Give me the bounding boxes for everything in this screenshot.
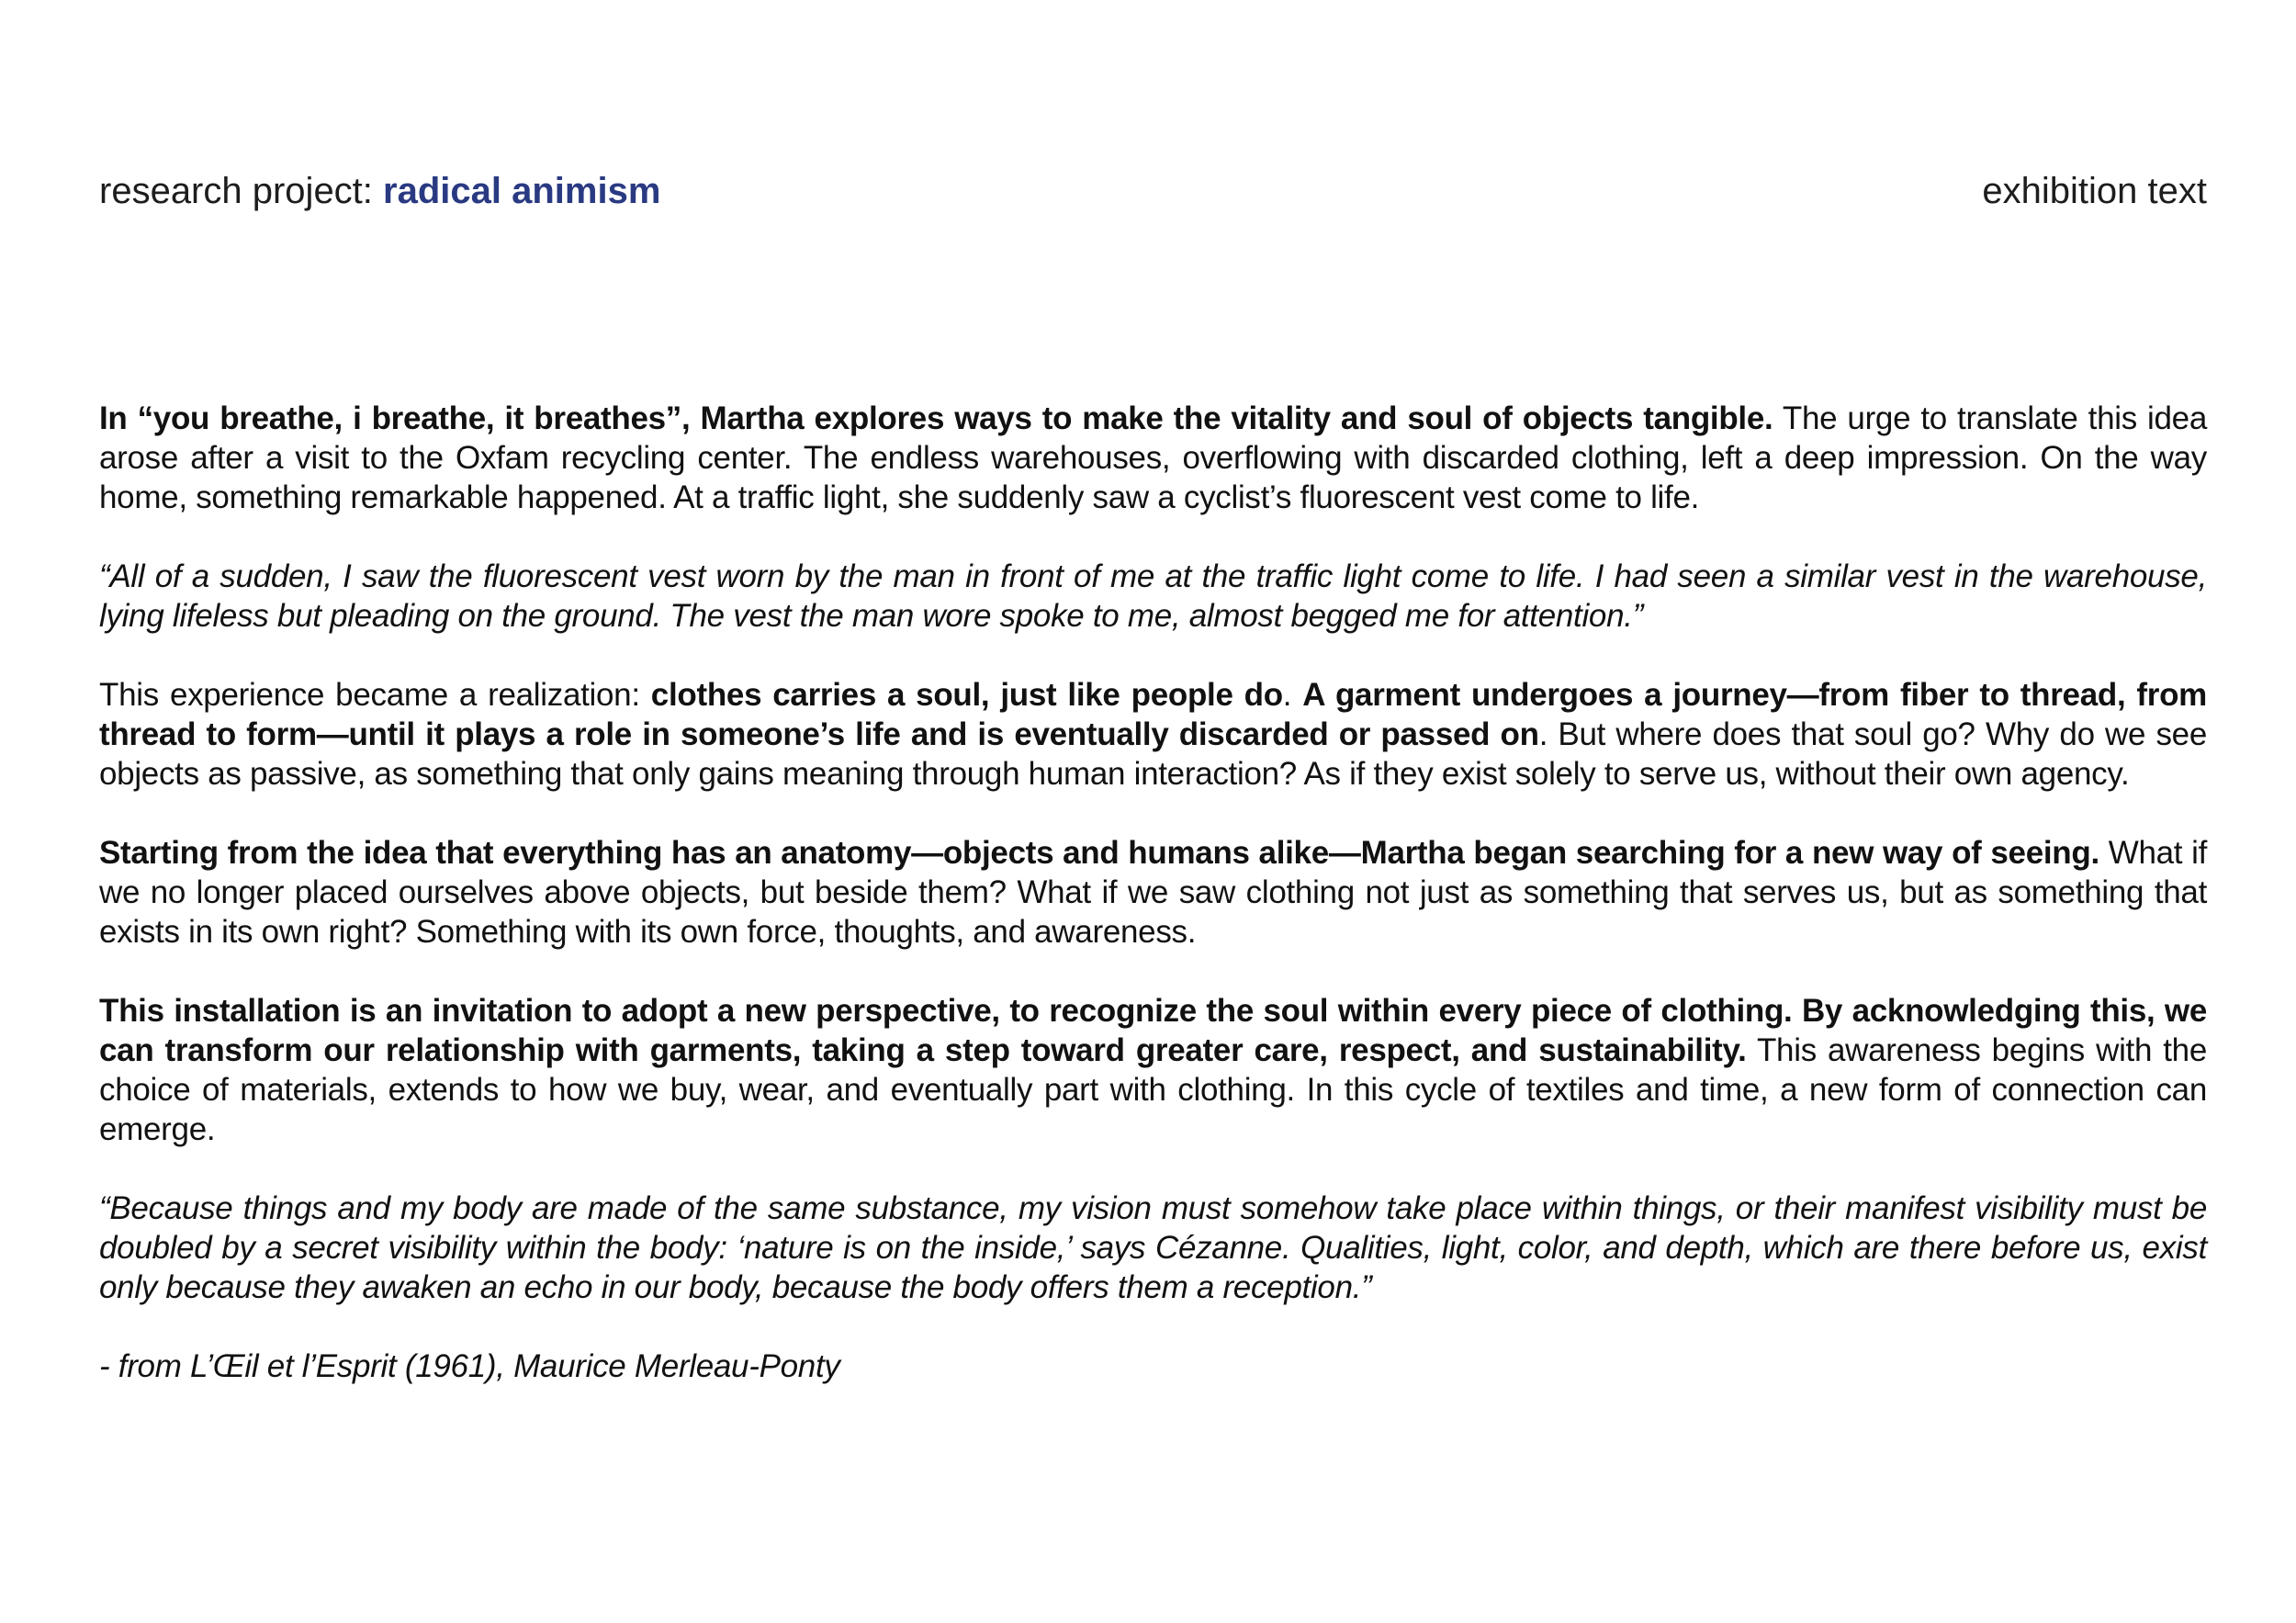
page-header [99,171,2207,226]
paragraph-intro [99,399,2207,517]
anatomy-text: What if we no longer placed ourselves above objects, but beside them? What if we saw clothing not just as something that serves us, but as something that exists in its own right? Something with its own force, thoughts, and awareness. [99,835,2207,950]
paragraph-anatomy [99,833,2207,952]
quote-merleau-ponty: “Because things and my body are made of the same substance, my vision must somehow take place within things, or their manifest visibility must be doubled by a secret visibility within the body: ‘nature is on the inside,’ says Cézanne. Qualities, light, color, and depth, which are there before us, exist only because they awaken an echo in our body, because the body offers them a reception.” [99,1190,2207,1305]
intro-bold: In “you breathe, i breathe, it breathes”, Martha explores ways to make the vitality and soul of objects tangible. [99,400,1773,436]
installation-bold: This installation is an invitation to adopt a new perspective, to recognize the soul within every piece of clothing. By acknowledging this, we can transform our relationship with garments, taking a step toward greater care, respect, and sustainability. [99,993,2207,1068]
intro-text: The urge to translate this idea arose after a visit to the Oxfam recycling center. The endless warehouses, overflowing with discarded clothing, left a deep impression. On the way home, something remarkable happened. At a traffic light, she suddenly saw a cyclist’s fluorescent vest come to life. [99,400,2207,515]
installation-text: This awareness begins with the choice of materials, extends to how we buy, wear, and eventually part with clothing. In this cycle of textiles and time, a new form of connection can emerge. [99,1032,2207,1147]
anatomy-bold: Starting from the idea that everything has an anatomy—objects and humans alike—Martha began searching for a new way of seeing. [99,835,2099,871]
realization-mid: . [1282,677,1303,713]
quote-citation: - from L’Œil et l’Esprit (1961), Maurice Merleau-Ponty [99,1348,840,1384]
exhibition-text-body [99,399,2207,1386]
quote-vest: “All of a sudden, I saw the fluorescent vest worn by the man in front of me at the traffic light come to life. I had seen a similar vest in the warehouse, lying lifeless but pleading on the ground. The vest the man wore spoke to me, almost begged me for attention.” [99,558,2207,634]
realization-bold-1: clothes carries a soul, just like people do [650,677,1283,713]
project-name: radical animism [383,171,661,211]
project-label: research project: [99,171,384,211]
project-title [99,171,660,212]
realization-start: This experience became a realization: [99,677,651,713]
realization-bold-2: A garment undergoes a journey—from fiber to thread, from thread to form—until it plays a role in someone’s life and is eventually discarded or passed on [99,677,2207,752]
document-type: exhibition text [1982,171,2207,211]
realization-rest: . But where does that soul go? Why do we see objects as passive, as something that only gains meaning through human interaction? As if they exist solely to serve us, without their own agency. [99,716,2207,792]
paragraph-realization [99,675,2207,794]
paragraph-installation [99,991,2207,1149]
